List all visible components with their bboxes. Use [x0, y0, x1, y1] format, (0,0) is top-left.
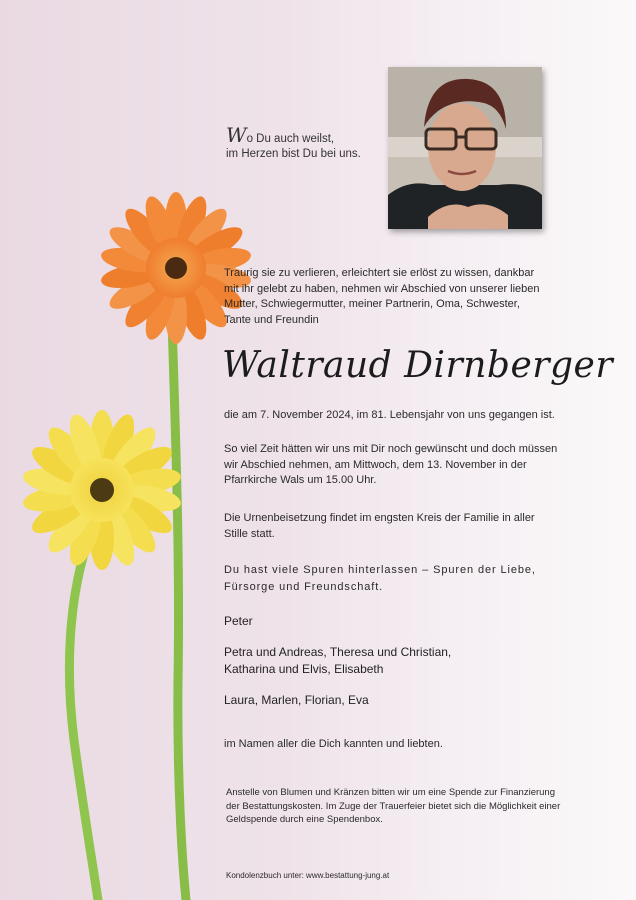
- portrait-photo: [388, 67, 542, 229]
- farewell-paragraph: [224, 442, 557, 489]
- motto-initial: W: [226, 123, 247, 147]
- urn-burial-paragraph: [224, 511, 535, 542]
- donation-paragraph: [226, 786, 560, 827]
- motto: [226, 123, 361, 162]
- motto-line-1-rest: o Du auch weilst,: [246, 133, 335, 145]
- orange-flower-stem: [172, 320, 186, 900]
- yellow-gerbera: [21, 410, 183, 570]
- urn-line: Stille statt.: [224, 527, 275, 540]
- closing-line: im Namen aller die Dich kannten und liebten.: [224, 738, 443, 750]
- intro-line: Traurig sie zu verlieren, erleichtert sie erlöst zu wissen, dankbar: [224, 267, 535, 279]
- donation-line: Anstelle von Blumen und Kränzen bitten wir um eine Spende zur Finanzierung: [226, 787, 555, 798]
- intro-line: Mutter, Schwiegermutter, meiner Partnerin, Oma, Schwester,: [224, 298, 520, 310]
- farewell-line: So viel Zeit hätten wir uns mit Dir noch gewünscht und doch müssen: [224, 443, 558, 455]
- farewell-line: Pfarrkirche Wals um 15.00 Uhr.: [224, 474, 377, 486]
- quote-paragraph: [224, 562, 536, 596]
- intro-line: Tante und Freundin: [224, 313, 319, 326]
- family-line-3: Katharina und Elvis, Elisabeth: [224, 662, 384, 676]
- intro-line: mit ihr gelebt zu haben, nehmen wir Abschied von unserer lieben: [224, 282, 540, 295]
- family-line-1: Peter: [224, 614, 253, 628]
- condolence-book-link: Kondolenzbuch unter: www.bestattung-jung.at: [226, 871, 390, 880]
- motto-line-1: [226, 123, 361, 147]
- quote-line: Du hast viele Spuren hinterlassen – Spuren der Liebe,: [224, 564, 536, 576]
- family-line-2: Petra und Andreas, Theresa und Christian,: [224, 645, 452, 659]
- motto-line-2: im Herzen bist Du bei uns.: [226, 148, 361, 160]
- quote-line: Fürsorge und Freundschaft.: [224, 581, 384, 593]
- intro-paragraph: [224, 266, 540, 328]
- donation-line: Geldspende durch eine Spendenbox.: [226, 814, 383, 825]
- farewell-line: wir Abschied nehmen, am Mittwoch, dem 13. November in der: [224, 458, 527, 471]
- family-line-4: Laura, Marlen, Florian, Eva: [224, 693, 369, 707]
- death-announcement: die am 7. November 2024, im 81. Lebensjahr von uns gegangen ist.: [224, 409, 555, 421]
- yellow-flower-stem: [69, 520, 98, 900]
- donation-line: der Bestattungskosten. Im Zuge der Trauerfeier bietet sich die Möglichkeit einer: [226, 800, 561, 812]
- deceased-name: Waltraud Dirnberger: [222, 345, 614, 386]
- urn-line: Die Urnenbeisetzung findet im engsten Kreis der Familie in aller: [224, 512, 535, 524]
